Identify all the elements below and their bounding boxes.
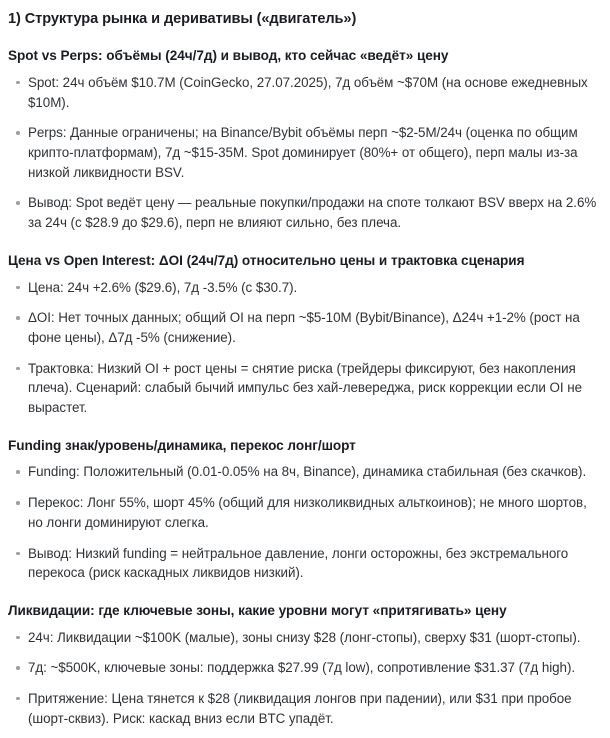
bullet-list: [8, 628, 600, 729]
list-item: 24ч: Ликвидации ~$100K (малые), зоны снизу $28 (лонг-стопы), сверху $31 (шорт-стопы).: [8, 628, 600, 648]
document-section: [8, 602, 600, 728]
list-item: ΔOI: Нет точных данных; общий OI на перп ~$5-10M (Bybit/Binance), Δ24ч +1-2% (рост на фоне цены), Δ7д -5% (снижение).: [8, 308, 600, 347]
list-item: Притяжение: Цена тянется к $28 (ликвидация лонгов при падении), или $31 при пробое (шорт-сквиз). Риск: каскад вниз если BTC упадёт.: [8, 689, 600, 728]
list-item: Perps: Данные ограничены; на Binance/Bybit объёмы перп ~$2-5M/24ч (оценка по общим крипто-платформам), 7д ~$15-35M. Spot доминирует (80%+ от общего), перп малы из-за низкой ликвидности BSV.: [8, 123, 600, 182]
list-item: Spot: 24ч объём $10.7M (CoinGecko, 27.07.2025), 7д объём ~$70M (на основе ежедневных $10M).: [8, 73, 600, 112]
bullet-list: [8, 278, 600, 418]
section-heading: Funding знак/уровень/динамика, перекос лонг/шорт: [8, 437, 356, 453]
list-item: Вывод: Spot ведёт цену — реальные покупки/продажи на споте толкают BSV вверх на 2.6% за 24ч (с $28.9 до $29.6), перп не влияют сильно, без плеча.: [8, 193, 600, 232]
section-list: [8, 47, 600, 728]
page-title: 1) Структура рынка и деривативы («двигатель»): [8, 11, 357, 27]
document-section: [8, 47, 600, 233]
list-item: Цена: 24ч +2.6% ($29.6), 7д -3.5% (с $30.7).: [8, 278, 600, 298]
list-item: Вывод: Низкий funding = нейтральное давление, лонги осторожны, без экстремального перекоса (риск каскадных ликвидов низкий).: [8, 544, 600, 583]
section-heading: Spot vs Perps: объёмы (24ч/7д) и вывод, кто сейчас «ведёт» цену: [8, 48, 449, 64]
list-item: Трактовка: Низкий OI + рост цены = снятие риска (трейдеры фиксируют, без накопления плеча). Сценарий: слабый бычий импульс без хай-левереджа, риск коррекции если OI не вырастет.: [8, 359, 600, 418]
section-heading: Ликвидации: где ключевые зоны, какие уровни могут «притягивать» цену: [8, 602, 507, 618]
list-item: Перекос: Лонг 55%, шорт 45% (общий для низколиквидных альткоинов); не много шортов, но лонги доминируют слегка.: [8, 493, 600, 532]
list-item: Funding: Положительный (0.01-0.05% на 8ч, Binance), динамика стабильная (без скачков).: [8, 462, 600, 482]
document-section: [8, 437, 600, 583]
document-section: [8, 252, 600, 418]
bullet-list: [8, 462, 600, 583]
bullet-list: [8, 73, 600, 233]
list-item: 7д: ~$500K, ключевые зоны: поддержка $27.99 (7д low), сопротивление $31.37 (7д high).: [8, 658, 600, 678]
section-heading: Цена vs Open Interest: ΔOI (24ч/7д) относительно цены и трактовка сценария: [8, 252, 525, 268]
